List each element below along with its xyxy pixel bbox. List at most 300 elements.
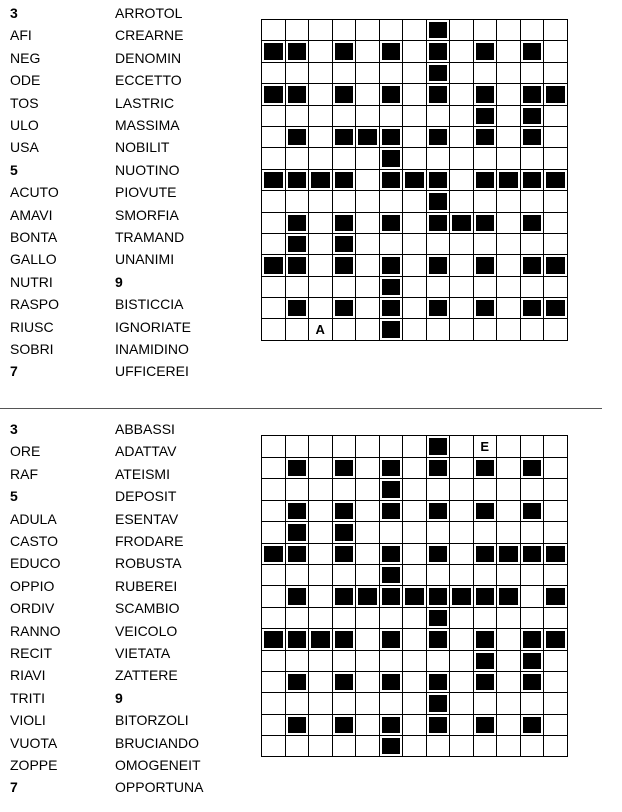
grid-cell[interactable]: [356, 736, 380, 757]
grid-cell[interactable]: [332, 148, 356, 169]
grid-cell[interactable]: [544, 319, 568, 341]
word-item: RUBEREI: [115, 577, 178, 594]
grid-cell[interactable]: [356, 255, 380, 276]
grid-cell[interactable]: [309, 276, 333, 297]
grid-cell[interactable]: [544, 233, 568, 254]
grid-cell[interactable]: [450, 62, 474, 83]
grid-cell[interactable]: [473, 522, 497, 543]
black-cell: [426, 714, 450, 735]
grid-cell[interactable]: [426, 319, 450, 341]
word-item: DEPOSIT: [115, 488, 177, 505]
grid-cell[interactable]: [356, 41, 380, 62]
grid-cell[interactable]: [262, 20, 286, 41]
grid-cell[interactable]: [262, 105, 286, 126]
grid-cell[interactable]: [544, 148, 568, 169]
grid-cell[interactable]: [379, 20, 403, 41]
grid-cell[interactable]: [403, 84, 427, 105]
grid-cell[interactable]: [426, 522, 450, 543]
grid-cell[interactable]: [356, 62, 380, 83]
grid-cell[interactable]: [356, 436, 380, 458]
grid-cell[interactable]: [309, 148, 333, 169]
grid-cell[interactable]: [379, 436, 403, 458]
grid-cell[interactable]: [497, 105, 521, 126]
grid-cell[interactable]: [403, 62, 427, 83]
grid-cell[interactable]: [497, 671, 521, 692]
grid-cell[interactable]: [403, 255, 427, 276]
grid-cell[interactable]: [309, 714, 333, 735]
grid-cell[interactable]: [332, 650, 356, 671]
grid-cell[interactable]: [497, 607, 521, 628]
grid-cell[interactable]: [426, 564, 450, 585]
grid-row: [262, 169, 568, 190]
grid-cell[interactable]: [473, 62, 497, 83]
grid-cell[interactable]: [450, 650, 474, 671]
grid-cell[interactable]: [450, 126, 474, 147]
grid-cell[interactable]: [497, 62, 521, 83]
grid-cell[interactable]: [450, 479, 474, 500]
grid-cell[interactable]: [285, 564, 309, 585]
grid-cell[interactable]: [497, 20, 521, 41]
grid-cell[interactable]: [497, 212, 521, 233]
grid-cell[interactable]: [544, 62, 568, 83]
grid-cell[interactable]: [332, 693, 356, 714]
grid-cell[interactable]: [450, 255, 474, 276]
grid-cell[interactable]: [403, 298, 427, 319]
grid-cell[interactable]: [544, 436, 568, 458]
grid-cell[interactable]: [450, 233, 474, 254]
grid-cell[interactable]: [332, 191, 356, 212]
grid-cell[interactable]: [356, 564, 380, 585]
grid-cell[interactable]: [309, 255, 333, 276]
black-cell: [473, 500, 497, 521]
grid-cell[interactable]: [309, 233, 333, 254]
grid-cell[interactable]: [262, 212, 286, 233]
grid-cell[interactable]: [262, 500, 286, 521]
grid-cell[interactable]: [426, 736, 450, 757]
grid-cell[interactable]: [262, 319, 286, 341]
grid-cell[interactable]: [309, 607, 333, 628]
grid-cell[interactable]: [403, 148, 427, 169]
grid-cell[interactable]: [309, 736, 333, 757]
grid-cell[interactable]: [262, 126, 286, 147]
grid-cell[interactable]: [309, 522, 333, 543]
grid-cell[interactable]: [285, 105, 309, 126]
grid-cell[interactable]: [285, 650, 309, 671]
grid-cell[interactable]: [309, 212, 333, 233]
grid-cell[interactable]: [497, 693, 521, 714]
grid-cell[interactable]: [356, 319, 380, 341]
grid-cell[interactable]: [403, 276, 427, 297]
grid-cell[interactable]: [473, 148, 497, 169]
black-cell: [426, 20, 450, 41]
grid-cell[interactable]: [285, 607, 309, 628]
grid-cell[interactable]: [403, 105, 427, 126]
grid-cell[interactable]: [544, 522, 568, 543]
black-cell: [473, 671, 497, 692]
grid-cell[interactable]: [332, 319, 356, 341]
grid-cell[interactable]: [309, 105, 333, 126]
grid-cell[interactable]: [497, 736, 521, 757]
grid-cell[interactable]: [356, 543, 380, 564]
grid-cell[interactable]: [450, 714, 474, 735]
grid-cell[interactable]: [544, 212, 568, 233]
grid-cell[interactable]: [450, 319, 474, 341]
grid-cell[interactable]: [403, 543, 427, 564]
black-cell: [379, 543, 403, 564]
grid-cell[interactable]: [262, 276, 286, 297]
grid-cell[interactable]: [356, 105, 380, 126]
grid-cell[interactable]: [332, 20, 356, 41]
grid-cell[interactable]: [497, 436, 521, 458]
black-cell: [379, 500, 403, 521]
grid-cell[interactable]: [332, 607, 356, 628]
grid-cell[interactable]: [356, 693, 380, 714]
grid-cell[interactable]: [520, 607, 544, 628]
grid-cell[interactable]: [450, 671, 474, 692]
grid-cell[interactable]: [262, 191, 286, 212]
grid-row: [262, 436, 568, 458]
grid-cell[interactable]: [356, 607, 380, 628]
grid-cell[interactable]: [403, 212, 427, 233]
grid-cell[interactable]: [544, 20, 568, 41]
grid-cell[interactable]: [520, 233, 544, 254]
grid-cell[interactable]: [356, 148, 380, 169]
grid-cell[interactable]: [309, 543, 333, 564]
grid-cell[interactable]: [356, 191, 380, 212]
grid-cell[interactable]: [497, 319, 521, 341]
black-cell: [473, 714, 497, 735]
grid-cell[interactable]: [262, 436, 286, 458]
grid-cell[interactable]: [262, 298, 286, 319]
grid-cell[interactable]: [497, 233, 521, 254]
grid-cell[interactable]: [544, 607, 568, 628]
grid-cell[interactable]: [544, 693, 568, 714]
grid-cell[interactable]: [356, 276, 380, 297]
grid-cell[interactable]: [544, 276, 568, 297]
grid-cell[interactable]: [544, 41, 568, 62]
grid-cell[interactable]: [262, 458, 286, 479]
grid-cell[interactable]: [450, 41, 474, 62]
grid-cell[interactable]: [285, 148, 309, 169]
grid-cell[interactable]: [520, 693, 544, 714]
grid-cell[interactable]: [450, 629, 474, 650]
grid-cell[interactable]: [309, 650, 333, 671]
grid-cell[interactable]: [379, 191, 403, 212]
grid-cell[interactable]: [403, 629, 427, 650]
grid-cell[interactable]: [473, 564, 497, 585]
length-header: 5: [10, 161, 18, 178]
grid-cell[interactable]: [497, 255, 521, 276]
grid-cell[interactable]: [450, 298, 474, 319]
grid-cell[interactable]: [309, 586, 333, 607]
grid-cell[interactable]: [520, 191, 544, 212]
word-item: GALLO: [10, 251, 57, 268]
grid-cell[interactable]: [309, 298, 333, 319]
grid-cell[interactable]: [520, 522, 544, 543]
grid-cell[interactable]: [473, 233, 497, 254]
black-cell: [285, 458, 309, 479]
grid-cell[interactable]: [309, 479, 333, 500]
grid-cell[interactable]: [262, 233, 286, 254]
grid-cell[interactable]: [356, 169, 380, 190]
black-cell: [285, 255, 309, 276]
grid-cell[interactable]: [450, 105, 474, 126]
grid-cell[interactable]: [309, 191, 333, 212]
grid-cell[interactable]: [426, 105, 450, 126]
grid-cell[interactable]: [450, 500, 474, 521]
grid-cell[interactable]: [309, 500, 333, 521]
grid-cell[interactable]: [332, 62, 356, 83]
grid-cell[interactable]: [497, 522, 521, 543]
grid-cell[interactable]: [426, 276, 450, 297]
grid-cell[interactable]: [497, 500, 521, 521]
black-cell: [332, 212, 356, 233]
grid-cell[interactable]: [309, 693, 333, 714]
grid-cell[interactable]: [262, 607, 286, 628]
black-cell: [332, 41, 356, 62]
black-cell: [520, 629, 544, 650]
grid-cell[interactable]: [356, 671, 380, 692]
grid-row: [262, 212, 568, 233]
grid-cell[interactable]: [262, 522, 286, 543]
grid-cell[interactable]: [356, 500, 380, 521]
grid-cell[interactable]: [285, 62, 309, 83]
black-cell: [379, 298, 403, 319]
grid-cell[interactable]: [332, 105, 356, 126]
grid-cell[interactable]: [497, 458, 521, 479]
grid-cell[interactable]: [403, 522, 427, 543]
grid-cell[interactable]: [262, 650, 286, 671]
grid-cell[interactable]: [403, 20, 427, 41]
grid-cell[interactable]: [450, 169, 474, 190]
grid-cell[interactable]: [450, 736, 474, 757]
grid-cell[interactable]: [497, 564, 521, 585]
grid-cell[interactable]: [403, 500, 427, 521]
grid-cell[interactable]: [379, 105, 403, 126]
black-cell: [379, 126, 403, 147]
grid-cell[interactable]: [520, 736, 544, 757]
black-cell: [426, 126, 450, 147]
grid-row: [262, 276, 568, 297]
grid-cell[interactable]: [332, 564, 356, 585]
grid-cell[interactable]: [450, 148, 474, 169]
grid-cell[interactable]: [426, 650, 450, 671]
grid-cell[interactable]: [544, 126, 568, 147]
grid-cell[interactable]: [544, 671, 568, 692]
grid-cell[interactable]: [520, 20, 544, 41]
grid-cell[interactable]: [309, 84, 333, 105]
grid-cell[interactable]: [403, 650, 427, 671]
grid-cell[interactable]: [285, 479, 309, 500]
grid-cell[interactable]: [520, 436, 544, 458]
grid-cell[interactable]: [403, 736, 427, 757]
grid-cell[interactable]: [426, 148, 450, 169]
grid-cell[interactable]: [309, 671, 333, 692]
grid-cell[interactable]: [520, 148, 544, 169]
grid-cell[interactable]: [309, 319, 333, 341]
grid-cell[interactable]: [497, 479, 521, 500]
grid-cell[interactable]: [403, 693, 427, 714]
grid-cell[interactable]: [497, 276, 521, 297]
grid-cell[interactable]: [544, 191, 568, 212]
word-item: VIETATA: [115, 645, 171, 661]
grid-cell[interactable]: [450, 607, 474, 628]
grid-cell[interactable]: [450, 20, 474, 41]
grid-cell[interactable]: [403, 233, 427, 254]
grid-cell[interactable]: [262, 479, 286, 500]
grid-cell[interactable]: [379, 62, 403, 83]
grid-cell[interactable]: [332, 276, 356, 297]
grid-cell[interactable]: [262, 693, 286, 714]
grid-row: [262, 191, 568, 212]
grid-cell[interactable]: [285, 736, 309, 757]
grid-cell[interactable]: [450, 436, 474, 458]
grid-cell[interactable]: [497, 126, 521, 147]
grid-cell[interactable]: [520, 319, 544, 341]
grid-cell[interactable]: [285, 20, 309, 41]
word-item: ABBASSI: [115, 421, 175, 437]
black-cell: [332, 298, 356, 319]
grid-cell[interactable]: [497, 629, 521, 650]
grid-cell[interactable]: [262, 586, 286, 607]
grid-cell[interactable]: [497, 41, 521, 62]
grid-cell[interactable]: [544, 458, 568, 479]
black-cell: [520, 84, 544, 105]
grid-cell[interactable]: [473, 607, 497, 628]
grid-cell[interactable]: [544, 500, 568, 521]
grid-cell[interactable]: [379, 522, 403, 543]
grid-cell[interactable]: [403, 458, 427, 479]
grid-cell[interactable]: [497, 148, 521, 169]
grid-cell[interactable]: [403, 319, 427, 341]
grid-cell[interactable]: [520, 276, 544, 297]
grid-cell[interactable]: [356, 479, 380, 500]
grid-cell[interactable]: [356, 650, 380, 671]
black-cell: [379, 319, 403, 341]
grid-cell[interactable]: [473, 191, 497, 212]
black-cell: [262, 169, 286, 190]
grid-cell[interactable]: [262, 62, 286, 83]
grid-cell[interactable]: [520, 62, 544, 83]
grid-cell[interactable]: [450, 564, 474, 585]
grid-cell[interactable]: [356, 233, 380, 254]
word-item: NUTRI: [10, 273, 53, 290]
grid-cell[interactable]: [356, 458, 380, 479]
grid-cell[interactable]: [356, 522, 380, 543]
grid-cell[interactable]: [379, 607, 403, 628]
grid-cell[interactable]: [497, 650, 521, 671]
grid-cell[interactable]: [520, 586, 544, 607]
grid-cell[interactable]: [473, 479, 497, 500]
grid-cell[interactable]: [332, 479, 356, 500]
grid-cell[interactable]: [544, 105, 568, 126]
grid-cell[interactable]: [520, 479, 544, 500]
grid-cell[interactable]: [356, 298, 380, 319]
grid-cell[interactable]: [309, 436, 333, 458]
grid-cell[interactable]: [497, 191, 521, 212]
grid-cell[interactable]: [450, 543, 474, 564]
grid-cell[interactable]: [379, 650, 403, 671]
grid-cell[interactable]: [403, 479, 427, 500]
grid-cell[interactable]: [426, 479, 450, 500]
grid-cell[interactable]: [379, 693, 403, 714]
grid-cell[interactable]: [356, 20, 380, 41]
grid-cell[interactable]: [309, 126, 333, 147]
grid-cell[interactable]: [497, 84, 521, 105]
grid-cell[interactable]: [356, 212, 380, 233]
grid-cell[interactable]: [450, 522, 474, 543]
grid-cell[interactable]: [379, 233, 403, 254]
grid-cell[interactable]: [473, 736, 497, 757]
grid-cell[interactable]: [285, 693, 309, 714]
grid-cell[interactable]: [544, 714, 568, 735]
grid-cell[interactable]: [285, 276, 309, 297]
grid-cell[interactable]: [473, 276, 497, 297]
grid-cell[interactable]: [285, 436, 309, 458]
grid-cell[interactable]: [356, 84, 380, 105]
grid-cell[interactable]: [309, 564, 333, 585]
grid-cell[interactable]: [356, 629, 380, 650]
grid-cell[interactable]: [403, 126, 427, 147]
grid-cell[interactable]: [332, 736, 356, 757]
grid-cell[interactable]: [450, 693, 474, 714]
grid-cell[interactable]: [520, 564, 544, 585]
grid-cell[interactable]: [403, 607, 427, 628]
grid-cell[interactable]: [285, 191, 309, 212]
grid-cell[interactable]: [473, 20, 497, 41]
grid-cell[interactable]: [309, 62, 333, 83]
grid-cell[interactable]: [544, 650, 568, 671]
grid-cell[interactable]: [473, 319, 497, 341]
length-header: 9: [115, 689, 123, 706]
grid-cell[interactable]: [497, 714, 521, 735]
grid-cell[interactable]: [403, 714, 427, 735]
grid-cell[interactable]: [285, 319, 309, 341]
grid-cell[interactable]: [403, 191, 427, 212]
grid-cell[interactable]: [356, 714, 380, 735]
grid-cell[interactable]: [426, 233, 450, 254]
grid-cell[interactable]: [403, 436, 427, 458]
grid-cell[interactable]: [309, 41, 333, 62]
grid-cell[interactable]: [450, 458, 474, 479]
grid-cell[interactable]: [332, 436, 356, 458]
grid-cell[interactable]: [262, 564, 286, 585]
grid-cell[interactable]: [473, 436, 497, 458]
grid-cell[interactable]: [450, 276, 474, 297]
grid-cell[interactable]: [450, 84, 474, 105]
grid-cell[interactable]: [403, 41, 427, 62]
grid-row: [262, 126, 568, 147]
grid-cell[interactable]: [309, 458, 333, 479]
grid-cell[interactable]: [309, 20, 333, 41]
black-cell: [520, 650, 544, 671]
grid-cell[interactable]: [262, 736, 286, 757]
grid-cell[interactable]: [262, 671, 286, 692]
grid-cell[interactable]: [473, 693, 497, 714]
grid-cell[interactable]: [544, 736, 568, 757]
grid-cell[interactable]: [262, 148, 286, 169]
grid-cell[interactable]: [544, 479, 568, 500]
grid-cell[interactable]: [403, 564, 427, 585]
grid-cell[interactable]: [403, 671, 427, 692]
black-cell: [262, 41, 286, 62]
grid-cell[interactable]: [544, 564, 568, 585]
grid-cell[interactable]: [262, 714, 286, 735]
grid-cell[interactable]: [497, 298, 521, 319]
black-cell: [379, 629, 403, 650]
word-item: ADATTAV: [115, 443, 177, 460]
grid-cell[interactable]: [450, 191, 474, 212]
